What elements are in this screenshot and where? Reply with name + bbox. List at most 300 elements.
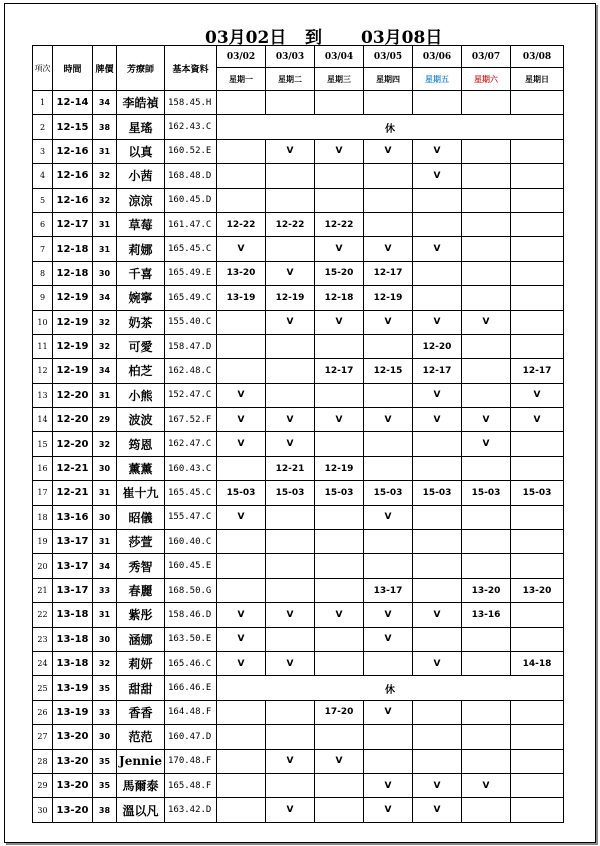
row-therapist-name: 溫以凡	[117, 798, 165, 822]
row-time: 13-17	[53, 530, 93, 554]
row-day-cell	[217, 139, 266, 163]
row-therapist-name: 柏芝	[117, 359, 165, 383]
row-time: 13-18	[53, 627, 93, 651]
row-day-cell	[462, 139, 511, 163]
row-day-cell	[511, 749, 564, 773]
row-day-cell: 13-19	[217, 286, 266, 310]
row-day-cell	[315, 530, 364, 554]
header-price: 牌價	[93, 46, 117, 91]
row-day-cell	[511, 505, 564, 529]
row-basic-info: 158.46.D	[165, 603, 217, 627]
row-day-cell: 17-20	[315, 700, 364, 724]
row-therapist-name: 可愛	[117, 334, 165, 358]
row-index: 9	[33, 286, 53, 310]
row-day-cell: 13-16	[462, 603, 511, 627]
row-day-cell	[315, 91, 364, 115]
table-row	[33, 310, 564, 334]
row-time: 13-20	[53, 798, 93, 822]
row-day-cell	[413, 212, 462, 236]
header-date: 03/05	[364, 46, 413, 68]
row-day-cell	[462, 383, 511, 407]
row-day-cell	[266, 554, 315, 578]
row-basic-info: 158.45.H	[165, 91, 217, 115]
row-day-cell: V	[413, 408, 462, 432]
row-day-cell	[413, 188, 462, 212]
row-day-cell: 12-22	[217, 212, 266, 236]
row-day-cell: V	[462, 432, 511, 456]
row-therapist-name: 涼涼	[117, 188, 165, 212]
row-day-cell	[462, 237, 511, 261]
row-day-cell	[462, 725, 511, 749]
row-day-cell	[266, 725, 315, 749]
row-price: 31	[93, 481, 117, 505]
row-time: 13-19	[53, 676, 93, 700]
row-price: 31	[93, 603, 117, 627]
row-index: 24	[33, 651, 53, 675]
table-row	[33, 237, 564, 261]
header-date: 03/03	[266, 46, 315, 68]
row-day-cell: V	[315, 749, 364, 773]
row-basic-info: 152.47.C	[165, 383, 217, 407]
row-price: 29	[93, 408, 117, 432]
row-day-cell: 12-17	[413, 359, 462, 383]
row-index: 14	[33, 408, 53, 432]
row-day-cell: 12-19	[315, 456, 364, 480]
row-day-cell: 13-20	[462, 578, 511, 602]
table-row	[33, 188, 564, 212]
row-day-cell	[364, 749, 413, 773]
row-day-cell	[217, 700, 266, 724]
row-basic-info: 165.45.C	[165, 481, 217, 505]
row-day-cell	[315, 651, 364, 675]
header-weekday: 星期二	[266, 68, 315, 91]
row-day-cell	[315, 554, 364, 578]
row-index: 7	[33, 237, 53, 261]
row-time: 13-20	[53, 749, 93, 773]
row-day-cell	[511, 139, 564, 163]
row-basic-info: 161.47.C	[165, 212, 217, 236]
row-index: 13	[33, 383, 53, 407]
row-day-cell: V	[364, 773, 413, 797]
row-day-cell: V	[511, 383, 564, 407]
row-index: 21	[33, 578, 53, 602]
row-day-cell	[266, 334, 315, 358]
row-day-cell: V	[413, 383, 462, 407]
row-day-cell: 12-17	[315, 359, 364, 383]
row-basic-info: 166.46.E	[165, 676, 217, 700]
row-day-cell	[462, 286, 511, 310]
table-row	[33, 578, 564, 602]
row-day-cell: V	[364, 700, 413, 724]
table-row	[33, 749, 564, 773]
row-day-cell: 12-15	[364, 359, 413, 383]
row-index: 2	[33, 115, 53, 139]
row-basic-info: 165.49.C	[165, 286, 217, 310]
table-row	[33, 798, 564, 822]
table-row	[33, 212, 564, 236]
row-day-cell	[462, 700, 511, 724]
table-row	[33, 700, 564, 724]
row-day-cell	[266, 627, 315, 651]
row-index: 16	[33, 456, 53, 480]
row-day-cell: 12-18	[315, 286, 364, 310]
row-day-cell	[217, 725, 266, 749]
row-price: 35	[93, 749, 117, 773]
header-weekday: 星期日	[511, 68, 564, 91]
row-day-cell	[266, 164, 315, 188]
row-time: 13-20	[53, 773, 93, 797]
row-time: 12-15	[53, 115, 93, 139]
row-basic-info: 165.45.C	[165, 237, 217, 261]
row-day-cell: V	[217, 237, 266, 261]
row-index: 4	[33, 164, 53, 188]
row-basic-info: 160.45.E	[165, 554, 217, 578]
row-therapist-name: 昭儀	[117, 505, 165, 529]
row-day-cell	[413, 578, 462, 602]
table-row	[33, 286, 564, 310]
title-to-word: 到	[305, 28, 322, 48]
row-day-cell	[413, 725, 462, 749]
row-day-cell	[511, 334, 564, 358]
row-day-cell: V	[413, 164, 462, 188]
row-day-cell: V	[217, 505, 266, 529]
row-time: 13-18	[53, 603, 93, 627]
row-basic-info: 162.47.C	[165, 432, 217, 456]
row-time: 12-16	[53, 164, 93, 188]
row-index: 5	[33, 188, 53, 212]
header-weekday: 星期一	[217, 68, 266, 91]
row-day-cell	[364, 554, 413, 578]
row-therapist-name: 馬爾泰	[117, 773, 165, 797]
row-day-cell	[266, 578, 315, 602]
row-price: 33	[93, 578, 117, 602]
row-index: 10	[33, 310, 53, 334]
row-day-cell	[217, 164, 266, 188]
row-time: 13-17	[53, 578, 93, 602]
row-day-cell	[462, 261, 511, 285]
schedule-body	[33, 91, 564, 823]
row-index: 29	[33, 773, 53, 797]
row-day-cell: 13-20	[511, 578, 564, 602]
row-day-cell: V	[315, 237, 364, 261]
row-day-cell	[462, 554, 511, 578]
row-day-cell	[462, 456, 511, 480]
row-day-cell: 14-18	[511, 651, 564, 675]
row-therapist-name: 小茜	[117, 164, 165, 188]
row-day-cell	[511, 554, 564, 578]
row-day-cell	[413, 91, 462, 115]
table-row	[33, 554, 564, 578]
header-weekday: 星期六	[462, 68, 511, 91]
row-day-cell: V	[266, 798, 315, 822]
row-day-cell	[364, 432, 413, 456]
row-time: 13-19	[53, 700, 93, 724]
row-day-cell	[217, 188, 266, 212]
row-therapist-name: 崔十九	[117, 481, 165, 505]
row-therapist-name: 莎萱	[117, 530, 165, 554]
row-price: 31	[93, 383, 117, 407]
row-day-cell	[511, 700, 564, 724]
table-row	[33, 408, 564, 432]
table-row	[33, 627, 564, 651]
row-day-cell: V	[217, 432, 266, 456]
row-day-cell: V	[462, 310, 511, 334]
row-day-cell	[364, 651, 413, 675]
row-day-cell: V	[217, 603, 266, 627]
row-day-cell	[511, 286, 564, 310]
header-date: 03/07	[462, 46, 511, 68]
row-basic-info: 160.40.C	[165, 530, 217, 554]
row-day-cell	[266, 700, 315, 724]
row-therapist-name: 波波	[117, 408, 165, 432]
row-day-cell: V	[315, 603, 364, 627]
row-basic-info: 168.50.G	[165, 578, 217, 602]
table-row	[33, 651, 564, 675]
row-therapist-name: 小熊	[117, 383, 165, 407]
row-day-cell: V	[266, 261, 315, 285]
row-day-cell	[511, 237, 564, 261]
row-day-cell: 12-22	[315, 212, 364, 236]
row-index: 18	[33, 505, 53, 529]
row-day-cell	[511, 456, 564, 480]
row-day-cell: 15-20	[315, 261, 364, 285]
row-day-cell: V	[266, 408, 315, 432]
row-day-cell	[217, 334, 266, 358]
row-price: 30	[93, 725, 117, 749]
row-day-cell	[511, 91, 564, 115]
row-day-cell	[217, 798, 266, 822]
row-day-cell	[364, 725, 413, 749]
row-day-cell	[413, 627, 462, 651]
row-index: 6	[33, 212, 53, 236]
row-day-cell: 12-17	[364, 261, 413, 285]
row-price: 34	[93, 286, 117, 310]
row-day-cell	[217, 578, 266, 602]
row-day-cell: V	[413, 237, 462, 261]
row-therapist-name: 奶茶	[117, 310, 165, 334]
table-row	[33, 530, 564, 554]
row-price: 30	[93, 456, 117, 480]
row-day-cell: V	[413, 798, 462, 822]
row-day-cell	[462, 212, 511, 236]
table-row	[33, 261, 564, 285]
row-day-cell: V	[462, 408, 511, 432]
row-price: 31	[93, 530, 117, 554]
row-day-cell	[315, 578, 364, 602]
row-time: 12-19	[53, 359, 93, 383]
row-day-cell: V	[217, 383, 266, 407]
row-day-cell	[413, 261, 462, 285]
row-day-cell	[364, 383, 413, 407]
row-day-cell: V	[266, 432, 315, 456]
row-therapist-name: 涵娜	[117, 627, 165, 651]
row-day-cell: 12-20	[413, 334, 462, 358]
row-day-cell	[462, 505, 511, 529]
row-basic-info: 160.52.E	[165, 139, 217, 163]
row-day-off: 休	[217, 115, 564, 139]
row-therapist-name: 以真	[117, 139, 165, 163]
row-price: 32	[93, 164, 117, 188]
row-time: 12-19	[53, 286, 93, 310]
row-day-cell	[217, 530, 266, 554]
row-day-cell	[462, 164, 511, 188]
row-day-cell	[413, 505, 462, 529]
row-day-cell	[511, 725, 564, 749]
row-index: 20	[33, 554, 53, 578]
row-day-cell	[511, 164, 564, 188]
row-time: 12-20	[53, 432, 93, 456]
row-day-cell: V	[364, 310, 413, 334]
row-day-cell: V	[217, 408, 266, 432]
row-day-cell	[217, 749, 266, 773]
row-day-cell: 15-03	[217, 481, 266, 505]
row-time: 12-20	[53, 408, 93, 432]
row-day-cell: 13-17	[364, 578, 413, 602]
row-day-cell	[462, 627, 511, 651]
row-day-cell: V	[315, 139, 364, 163]
row-day-cell	[511, 798, 564, 822]
row-day-cell: 12-17	[511, 359, 564, 383]
table-row	[33, 164, 564, 188]
row-therapist-name: 春麗	[117, 578, 165, 602]
row-day-cell	[413, 286, 462, 310]
row-day-cell: V	[413, 651, 462, 675]
row-time: 12-21	[53, 481, 93, 505]
row-day-cell	[511, 603, 564, 627]
row-price: 38	[93, 115, 117, 139]
table-row	[33, 481, 564, 505]
row-day-cell	[364, 530, 413, 554]
header-therapist: 芳療師	[117, 46, 165, 91]
row-day-cell	[217, 310, 266, 334]
row-day-cell	[315, 334, 364, 358]
row-day-cell	[315, 432, 364, 456]
row-day-cell	[462, 651, 511, 675]
row-day-off: 休	[217, 676, 564, 700]
row-day-cell	[511, 212, 564, 236]
row-day-cell: V	[511, 408, 564, 432]
row-day-cell	[364, 456, 413, 480]
row-day-cell	[315, 725, 364, 749]
row-index: 3	[33, 139, 53, 163]
row-price: 35	[93, 773, 117, 797]
table-row	[33, 725, 564, 749]
row-basic-info: 168.48.D	[165, 164, 217, 188]
row-time: 12-20	[53, 383, 93, 407]
row-therapist-name: 甜甜	[117, 676, 165, 700]
row-basic-info: 160.43.C	[165, 456, 217, 480]
row-day-cell	[364, 188, 413, 212]
row-therapist-name: 范范	[117, 725, 165, 749]
row-day-cell	[462, 334, 511, 358]
table-row	[33, 432, 564, 456]
table-row	[33, 139, 564, 163]
row-therapist-name: 秀智	[117, 554, 165, 578]
row-day-cell	[511, 773, 564, 797]
row-day-cell	[315, 164, 364, 188]
header-weekday: 星期四	[364, 68, 413, 91]
row-index: 12	[33, 359, 53, 383]
row-index: 26	[33, 700, 53, 724]
row-day-cell	[364, 91, 413, 115]
row-day-cell	[315, 627, 364, 651]
row-time: 13-20	[53, 725, 93, 749]
row-therapist-name: 莉娜	[117, 237, 165, 261]
row-time: 12-16	[53, 188, 93, 212]
row-therapist-name: 筠恩	[117, 432, 165, 456]
row-day-cell	[413, 700, 462, 724]
header-date: 03/06	[413, 46, 462, 68]
row-day-cell	[364, 212, 413, 236]
table-row	[33, 383, 564, 407]
row-day-cell	[266, 359, 315, 383]
row-basic-info: 164.48.F	[165, 700, 217, 724]
row-therapist-name: 莉妍	[117, 651, 165, 675]
table-row	[33, 334, 564, 358]
row-day-cell: 15-03	[364, 481, 413, 505]
row-day-cell	[266, 773, 315, 797]
row-time: 12-17	[53, 212, 93, 236]
row-day-cell	[266, 237, 315, 261]
table-row	[33, 676, 564, 700]
row-time: 12-16	[53, 139, 93, 163]
row-day-cell	[413, 530, 462, 554]
row-day-cell	[315, 505, 364, 529]
schedule-table	[32, 45, 564, 823]
row-therapist-name: 薰薰	[117, 456, 165, 480]
row-therapist-name: 李皓禎	[117, 91, 165, 115]
row-day-cell	[462, 798, 511, 822]
row-day-cell	[462, 749, 511, 773]
row-basic-info: 163.50.E	[165, 627, 217, 651]
row-day-cell	[315, 773, 364, 797]
row-therapist-name: 紫彤	[117, 603, 165, 627]
row-day-cell	[315, 798, 364, 822]
row-day-cell	[217, 554, 266, 578]
row-day-cell	[511, 627, 564, 651]
row-basic-info: 160.47.D	[165, 725, 217, 749]
row-day-cell: V	[217, 627, 266, 651]
row-basic-info: 165.48.F	[165, 773, 217, 797]
row-day-cell: V	[413, 773, 462, 797]
row-day-cell: 15-03	[266, 481, 315, 505]
row-day-cell	[511, 188, 564, 212]
row-day-cell	[217, 91, 266, 115]
row-price: 30	[93, 261, 117, 285]
row-basic-info: 162.48.C	[165, 359, 217, 383]
row-basic-info: 155.47.C	[165, 505, 217, 529]
row-price: 38	[93, 798, 117, 822]
row-basic-info: 163.42.D	[165, 798, 217, 822]
header-weekday: 星期三	[315, 68, 364, 91]
row-basic-info: 158.47.D	[165, 334, 217, 358]
table-row	[33, 359, 564, 383]
row-basic-info: 162.43.C	[165, 115, 217, 139]
row-basic-info: 170.48.F	[165, 749, 217, 773]
table-row	[33, 603, 564, 627]
row-day-cell	[511, 310, 564, 334]
row-therapist-name: 香香	[117, 700, 165, 724]
table-row	[33, 456, 564, 480]
row-therapist-name: 婉寧	[117, 286, 165, 310]
header-date: 03/08	[511, 46, 564, 68]
row-day-cell: 12-21	[266, 456, 315, 480]
row-day-cell	[266, 188, 315, 212]
row-index: 25	[33, 676, 53, 700]
row-index: 19	[33, 530, 53, 554]
row-day-cell	[217, 359, 266, 383]
row-day-cell	[462, 359, 511, 383]
